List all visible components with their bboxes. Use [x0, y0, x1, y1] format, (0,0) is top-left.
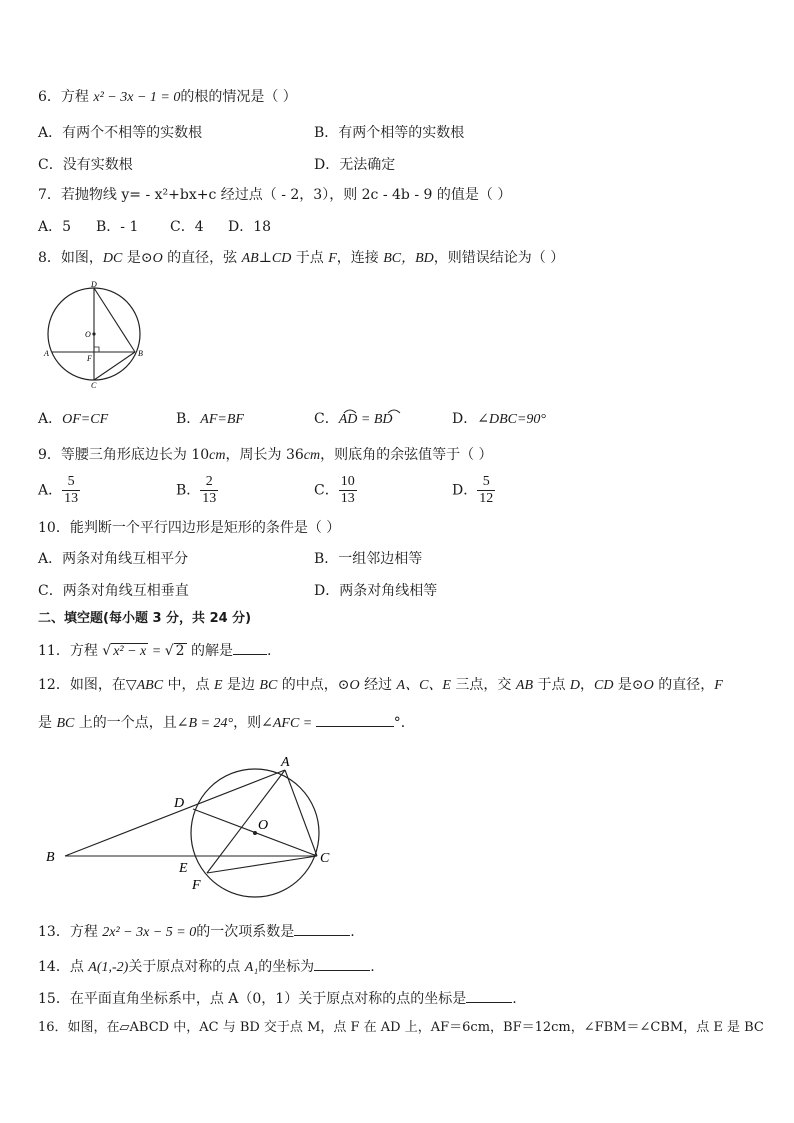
q14-text-2: 关于原点对称的点: [128, 959, 245, 975]
q8-label-o: O: [85, 330, 91, 339]
q15-answer-blank[interactable]: [466, 988, 512, 1003]
q9-option-b-label: B．: [176, 482, 201, 499]
q9-text-1: 9．等腰三角形底边长为 10: [38, 447, 210, 463]
q7-option-a: A．5: [38, 219, 72, 235]
q12-ab: AB: [515, 678, 533, 693]
q8-o: O: [152, 251, 163, 266]
q12-answer-blank[interactable]: [316, 712, 394, 727]
q8-option-b-label: B．: [176, 411, 201, 427]
q12-o: O: [349, 678, 360, 693]
q8-text-3: 的直径，弦: [162, 250, 242, 266]
q12-text-8: ，: [580, 677, 595, 693]
q11-radicand-2: 2: [175, 643, 185, 659]
q7-option-d: D．18: [228, 219, 272, 235]
q12-label-o: O: [258, 818, 269, 833]
q10-option-a: A．两条对角线互相平分: [38, 551, 189, 567]
q12-triangle: ▽ABC: [125, 678, 164, 693]
q11-end: .: [267, 643, 272, 659]
q9-option-c-fraction: [339, 474, 357, 507]
q8-option-b-math: AF=BF: [200, 412, 244, 427]
q8-segment-bd: [94, 288, 135, 352]
q9-option-c-label: C．: [314, 482, 339, 499]
q12-text-6: 三点，交: [450, 677, 516, 693]
q9-option-b-fraction: [200, 474, 218, 507]
q11-radicand-1: x² − x: [113, 644, 147, 659]
q8-label-d: D: [91, 280, 97, 289]
q10-option-b: B．一组邻边相等: [314, 551, 423, 567]
q12-line-1: [38, 676, 723, 695]
q9-option-d-denominator: 12: [479, 491, 494, 506]
q9-option-a: [38, 474, 80, 507]
q9-option-d-fraction: [477, 474, 495, 507]
q12-text-13: ，则: [233, 715, 262, 731]
q10-option-d: D．两条对角线相等: [314, 583, 438, 599]
q6-text: 方程: [60, 89, 94, 105]
q12-figure: [40, 750, 340, 900]
q9-option-b: [176, 474, 218, 507]
q12-center-dot: [253, 831, 257, 835]
q9-option-a-denominator: 13: [64, 491, 79, 506]
q11-equals: =: [148, 644, 165, 659]
q8-circle-figure: [38, 278, 150, 390]
q13-equation: 2x² − 3x − 5 = 0: [102, 925, 197, 940]
q12-label-a: A: [281, 755, 290, 770]
q6-option-d: D．无法确定: [314, 157, 396, 173]
q9-text-3: ，则底角的余弦值等于（ ）: [320, 447, 493, 463]
q12-cd: CD: [594, 678, 614, 693]
q12-text-9: 是⊙: [613, 677, 644, 693]
q12-label-c: C: [320, 851, 330, 866]
q11-radical-2: √ 2: [164, 643, 185, 659]
q11-text-2: 的解是: [186, 643, 234, 659]
q14-text-1: 14．点: [38, 959, 89, 975]
q13-stem: [38, 921, 355, 942]
q8-bc-bd: BC，BD: [383, 251, 434, 266]
q9-option-a-numerator: 5: [62, 474, 80, 491]
q8-label-c: C: [91, 381, 97, 390]
q11-answer-blank[interactable]: [233, 640, 267, 655]
q7-stem: 7．若抛物线 y= - x²+bx+c 经过点（ - 2，3），则 2c - 4b - 9 的值是（ ）: [38, 187, 512, 203]
q8-option-c-math: AD = BD: [338, 412, 393, 427]
q8-center-dot: [92, 332, 95, 335]
q8-option-d-label: D．: [452, 411, 478, 427]
q12-text-1: 12．如图，在: [38, 677, 126, 693]
q12-segment-ac: [285, 770, 317, 856]
q12-angle-b: ∠B = 24°: [176, 716, 234, 731]
q15-end: .: [512, 991, 517, 1007]
section-2-heading: 二、填空题(每小题 3 分，共 24 分): [38, 611, 252, 626]
q8-text-1: 8．如图，: [38, 250, 103, 266]
q6-option-a: A．有两个不相等的实数根: [38, 125, 203, 141]
q14-answer-blank[interactable]: [314, 956, 370, 971]
q12-text-7: 于点: [533, 677, 570, 693]
q12-d: D: [569, 678, 581, 693]
q13-end: .: [350, 924, 355, 940]
q9-option-c-denominator: 13: [340, 491, 355, 506]
q6-text-end: 的根的情况是（ ）: [180, 89, 297, 105]
q8-option-b: [176, 410, 244, 429]
q12-text-4: 的中点，⊙: [277, 677, 350, 693]
q8-stem: [38, 249, 564, 268]
q12-arc-bc: BC: [56, 716, 75, 731]
q8-dc: DC: [102, 251, 123, 266]
q14-end: .: [370, 959, 375, 975]
q9-text-2: ，周长为 36: [225, 447, 304, 463]
q8-right-angle-mark: [94, 347, 99, 352]
q12-text-10: 的直径，: [653, 677, 715, 693]
q9-option-d-numerator: 5: [477, 474, 495, 491]
q11-text-1: 11．方程: [38, 643, 103, 659]
q8-label-a: A: [44, 349, 49, 358]
q12-text-2: 中，点: [163, 677, 214, 693]
q8-ab-perp-cd: AB⊥CD: [241, 251, 292, 266]
q8-text-2: 是⊙: [122, 250, 153, 266]
q8-option-c-label: C．: [314, 411, 339, 427]
q6-number: 6．: [38, 89, 61, 105]
q13-answer-blank[interactable]: [294, 921, 350, 936]
q12-label-f: F: [192, 878, 201, 893]
q8-text-5: ，连接: [336, 250, 384, 266]
q12-text-11: 是: [38, 715, 57, 731]
q16-stem: 16．如图，在▱ABCD 中，AC 与 BD 交于点 M，点 F 在 AD 上，AF＝6cm，BF＝12cm，∠FBM＝∠CBM，点 E 是 BC: [38, 1020, 764, 1035]
q12-text-14: °．: [393, 715, 415, 731]
q8-label-f: F: [87, 354, 92, 363]
q12-angle-afc: ∠AFC =: [261, 716, 316, 731]
q8-text-4: 于点: [291, 250, 329, 266]
q11-radical-1: √ x² − x: [102, 643, 147, 659]
q7-option-b: B．- 1: [96, 219, 139, 235]
q8-option-a-label: A．: [38, 411, 63, 427]
q7-option-c: C．4: [170, 219, 204, 235]
q8-text-6: ，则错误结论为（ ）: [433, 250, 565, 266]
q9-option-c: [314, 474, 357, 507]
q12-text-12: 上的一个点，且: [74, 715, 177, 731]
q12-f: F: [714, 678, 723, 693]
q9-option-c-numerator: 10: [340, 474, 355, 489]
q12-e: E: [213, 678, 223, 693]
q6-equation: x² − 3x − 1 = 0: [93, 90, 181, 105]
q6-option-b: B．有两个相等的实数根: [314, 125, 465, 141]
q8-option-d-math: ∠DBC=90°: [477, 412, 547, 427]
q15-stem: [38, 988, 517, 1008]
q9-stem: [38, 446, 493, 465]
q12-label-d: D: [174, 796, 185, 811]
q13-text-1: 13．方程: [38, 924, 103, 940]
q14-text-3: 的坐标为: [258, 959, 315, 975]
q13-text-2: 的一次项系数是: [196, 924, 295, 940]
q12-text-3: 是边: [222, 677, 260, 693]
q12-ace: A、C、E: [396, 678, 451, 693]
q11-stem: [38, 640, 271, 661]
q9-option-b-denominator: 13: [202, 491, 217, 506]
q15-text: 15．在平面直角坐标系中，点 A（0，1）关于原点对称的点的坐标是: [38, 991, 467, 1007]
q8-label-b: B: [138, 349, 143, 358]
q8-option-a: [38, 410, 108, 429]
q8-arc-marks: [342, 406, 412, 414]
q9-option-a-fraction: [62, 474, 80, 507]
q14-point: A(1,-2): [88, 960, 129, 975]
q10-option-c: C．两条对角线互相垂直: [38, 583, 189, 599]
q9-option-b-numerator: 2: [200, 474, 218, 491]
q8-option-c: [314, 410, 393, 429]
q9-option-d-label: D．: [452, 482, 478, 499]
q8-option-d: [452, 410, 546, 429]
q8-f: F: [328, 251, 337, 266]
q10-stem: 10．能判断一个平行四边形是矩形的条件是（ ）: [38, 520, 341, 536]
q6-option-c: C．没有实数根: [38, 157, 133, 173]
q9-option-d: [452, 474, 495, 507]
q12-label-b: B: [46, 850, 55, 865]
q9-unit-1: cm: [209, 448, 226, 463]
q12-o-2: O: [643, 678, 654, 693]
q8-option-a-math: OF=CF: [62, 412, 109, 427]
q14-a1: A₁: [244, 960, 259, 975]
q14-stem: [38, 956, 375, 977]
q9-option-a-label: A．: [38, 482, 63, 499]
q12-text-5: 经过: [359, 677, 397, 693]
q12-label-e: E: [179, 861, 188, 876]
q12-segment-fc: [207, 856, 317, 873]
q6-stem: [38, 88, 297, 107]
q12-bc: BC: [259, 678, 278, 693]
q12-line-2: [38, 712, 415, 733]
q9-unit-2: cm: [303, 448, 321, 463]
